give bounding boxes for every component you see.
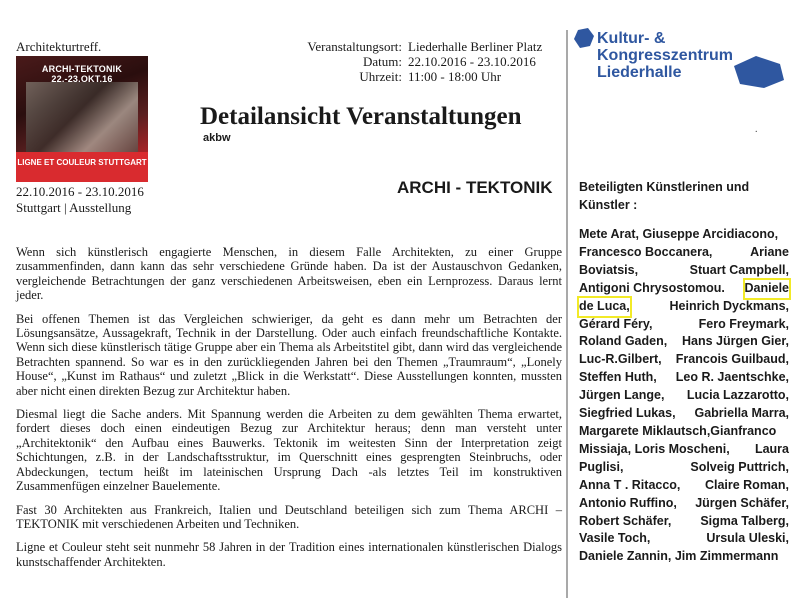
artist-name: Hans Jürgen Gier, bbox=[682, 334, 789, 349]
logo-text bbox=[597, 30, 733, 81]
paragraph: Fast 30 Architekten aus Frankreich, Italien und Deutschland beteiligen sich zum Thema ARCHI – TEKTONIK mit verschiedenen Arbeiten und Techniken. bbox=[16, 502, 562, 531]
artist-name: Puglisi, bbox=[579, 459, 624, 474]
time-row bbox=[280, 69, 556, 84]
kulturzentrum-logo bbox=[574, 26, 796, 86]
artist-name: Siegfried Lukas, bbox=[579, 406, 676, 421]
artist-name: Roland Gaden, bbox=[579, 334, 668, 349]
artist-name: Boviatsis, bbox=[579, 262, 639, 277]
artist-name: Anna T . Ritacco, bbox=[579, 477, 681, 492]
time-value: 11:00 - 18:00 Uhr bbox=[408, 69, 502, 84]
artist-name: Fero Freymark, bbox=[698, 316, 789, 331]
event-image bbox=[16, 56, 148, 182]
event-location-type: Stuttgart | Ausstellung bbox=[16, 200, 132, 215]
artist-row bbox=[579, 548, 789, 566]
artist-name: Leo R. Jaentschke, bbox=[675, 370, 789, 385]
body-text bbox=[16, 245, 562, 578]
artist-name: Gabriella Marra, bbox=[694, 406, 789, 421]
artist-row bbox=[579, 477, 789, 495]
artist-row bbox=[579, 316, 789, 334]
logo-line: Kongresszentrum bbox=[597, 47, 734, 64]
artist-row bbox=[579, 280, 789, 298]
artist-name: Lucia Lazzarotto, bbox=[686, 388, 789, 403]
page-title: Detailansicht Veranstaltungen bbox=[200, 103, 522, 130]
venue-row bbox=[280, 39, 556, 54]
artist-name: Antonio Ruffino, bbox=[579, 495, 677, 510]
artist-name: Ariane bbox=[750, 244, 789, 259]
event-heading: ARCHI - TEKTONIK bbox=[397, 178, 553, 197]
artist-row bbox=[579, 226, 789, 244]
artist-row bbox=[579, 405, 789, 423]
artist-row bbox=[579, 459, 789, 477]
date-value: 22.10.2016 - 23.10.2016 bbox=[408, 54, 536, 69]
event-image-banner bbox=[16, 152, 148, 182]
artist-name: Luc-R.Gilbert, bbox=[579, 352, 662, 367]
artist-row bbox=[579, 369, 789, 387]
artist-name: Margarete Miklautsch,Gianfranco bbox=[579, 423, 777, 438]
artist-name: Jürgen Schäfer, bbox=[695, 495, 789, 510]
artist-row bbox=[579, 387, 789, 405]
artist-name: Gérard Féry, bbox=[579, 316, 653, 331]
artist-name: Stuart Campbell, bbox=[689, 262, 789, 277]
artist-row bbox=[579, 244, 789, 262]
artist-name: Heinrich Dyckmans, bbox=[669, 298, 789, 313]
artist-row bbox=[579, 441, 789, 459]
logo-line: Kultur- & bbox=[597, 30, 666, 47]
artists-list bbox=[579, 226, 789, 566]
artist-name: Vasile Toch, bbox=[579, 531, 651, 546]
artist-row bbox=[579, 333, 789, 351]
artist-name: Sigma Talberg, bbox=[700, 513, 789, 528]
event-image-title: ARCHI-TEKTONIK 22.-23.OKT.16 bbox=[41, 64, 123, 84]
artist-name: Daniele bbox=[745, 280, 789, 298]
artist-row bbox=[579, 423, 789, 441]
time-label: Uhrzeit: bbox=[359, 69, 402, 84]
venue-label: Veranstaltungsort: bbox=[307, 39, 402, 54]
paragraph: Bei offenen Themen ist das Vergleichen schwieriger, da geht es dann mehr um Betrachten der Lösungsansätze, Aussagekraft, Technik in der Darstellung. Oder auch einfach freundschaftliche Kontakte. Wenn sich diese künstlerisch tätige Gruppe aber ein Thema als Arbeitstitel gibt, dann wird das vergleichende Betrachten spannend. So war es in den zurückliegenden Jahren bei den Themen „Traumraum“, „Lonely House“, „Kunst im Rathaus“ und zuletzt „Blick in die Werkstatt“. Diese Ausstellungen konnten, mussten aber nicht einen direkten Bezug zur Architektur haben. bbox=[16, 311, 562, 398]
paragraph: Ligne et Couleur steht seit nunmehr 58 Jahren in der Tradition eines internationalen künstlerischen Dialogs kunstschaffender Architekten. bbox=[16, 540, 562, 569]
artist-name: de Luca, bbox=[579, 298, 630, 316]
artist-row bbox=[579, 262, 789, 280]
artist-row bbox=[579, 513, 789, 531]
artist-name: Francesco Boccanera, bbox=[579, 244, 713, 259]
date-row bbox=[280, 54, 556, 69]
event-info bbox=[280, 39, 556, 84]
artist-name: Solveig Puttrich, bbox=[690, 459, 789, 474]
artists-heading: Beteiligten Künstlerinen und Künstler : bbox=[579, 180, 750, 212]
artist-name: Robert Schäfer, bbox=[579, 513, 672, 528]
artist-row bbox=[579, 530, 789, 548]
paragraph: Diesmal liegt die Sache anders. Mit Spannung werden die Arbeiten zu dem gewählten Thema erwartet, fordert dieses doch einen eindeutigen Bezug zur Architektur heraus; denn man versteht unter „Architektonik“ den Aufbau eines Bauwerks. Tektonik im weitesten Sinn der Interpretation zeigt Schichtungen, z.B. in der Landschaftsstruktur, im Querschnitt eines gesprengten Steinbruchs, oder Abdeckungen, tectum heißt im lateinischen Ursprung Dach -als letztes Teil im konstruktiven Zusammenfügen einzelner Bauelemente. bbox=[16, 407, 562, 494]
artist-name: Missiaja, Loris Moscheni, bbox=[579, 441, 730, 456]
site-label: Architekturtreff. bbox=[16, 39, 102, 54]
event-date: 22.10.2016 - 23.10.2016 bbox=[16, 184, 144, 199]
artist-row bbox=[579, 351, 789, 369]
date-label: Datum: bbox=[363, 54, 402, 69]
artist-name: Steffen Huth, bbox=[579, 370, 657, 385]
venue-value: Liederhalle Berliner Platz bbox=[408, 39, 543, 54]
column-divider bbox=[566, 30, 568, 598]
paragraph: Wenn sich künstlerisch engagierte Menschen, in diesem Falle Architekten, zu einer Gruppe zusammenfinden, dann kann das sehr verschiedene Gründe haben. Da ist der Austauschvon Gedanken, vergleichende Betrachtungen der ganz verschiedenen Arbeitsweisen, eben ein Lernprozess. Daraus lernt jeder. bbox=[16, 245, 562, 303]
artist-name: Daniele Zannin, Jim Zimmermann bbox=[579, 549, 779, 564]
artist-row bbox=[579, 495, 789, 513]
artist-name: Jürgen Lange, bbox=[579, 388, 665, 403]
artist-name: Laura bbox=[754, 441, 789, 456]
artist-name: Francois Guilbaud, bbox=[675, 352, 789, 367]
artist-name: Ursula Uleski, bbox=[706, 531, 789, 546]
small-mark: . bbox=[755, 124, 758, 135]
event-image-photo bbox=[26, 82, 138, 152]
logo-line: Liederhalle bbox=[597, 64, 682, 81]
event-image-subtitle: LIGNE ET COULEUR STUTTGART bbox=[17, 158, 147, 167]
artist-name: Mete Arat, Giuseppe Arcidiacono, bbox=[579, 227, 779, 241]
page-org: akbw bbox=[203, 132, 231, 144]
artist-row bbox=[579, 298, 789, 316]
artist-name: Antigoni Chrysostomou. bbox=[579, 280, 725, 295]
artist-name: Claire Roman, bbox=[704, 477, 789, 492]
